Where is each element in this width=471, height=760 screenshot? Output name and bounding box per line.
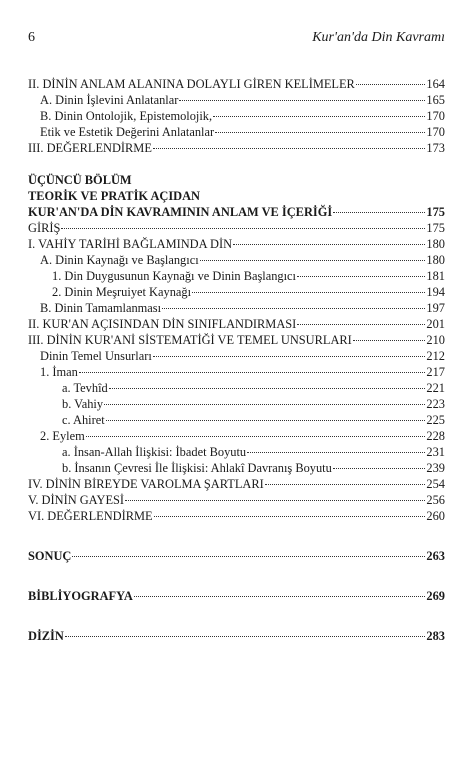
dot-leader bbox=[353, 340, 426, 341]
toc-entry bbox=[28, 508, 445, 524]
toc-entry-label: 2. Dinin Meşruiyet Kaynağı bbox=[52, 285, 192, 299]
toc-entry-label: KUR'AN'DA DİN KAVRAMININ ANLAM VE İÇERİĞİ bbox=[28, 205, 333, 219]
toc-entry bbox=[28, 492, 445, 508]
dot-leader bbox=[65, 636, 426, 637]
toc-entry-label: B. Dinin Ontolojik, Epistemolojik, bbox=[40, 109, 213, 123]
toc-entry-page: 256 bbox=[426, 493, 445, 507]
toc-entry-page: 212 bbox=[426, 349, 445, 363]
toc-entry-label: DİZİN bbox=[28, 629, 64, 643]
toc-entry-label: SONUÇ bbox=[28, 549, 72, 563]
toc-entry-page: 180 bbox=[426, 253, 445, 267]
toc-entry bbox=[28, 428, 445, 444]
dot-leader bbox=[61, 228, 425, 229]
toc-entry bbox=[28, 300, 445, 316]
dot-leader bbox=[265, 484, 426, 485]
toc-entry-label: A. Dinin Kaynağı ve Başlangıcı bbox=[40, 253, 199, 267]
toc-entry-page: 173 bbox=[426, 141, 445, 155]
toc-entry-page: 201 bbox=[426, 317, 445, 331]
toc-entry-page: 194 bbox=[426, 285, 445, 299]
toc-entry-label: BİBLİYOGRAFYA bbox=[28, 589, 133, 603]
toc-entry-label: III. DİNİN KUR'ANİ SİSTEMATİĞİ VE TEMEL UNSURLARI bbox=[28, 333, 352, 347]
dot-leader bbox=[200, 260, 426, 261]
toc-entry bbox=[28, 252, 445, 268]
page-header bbox=[28, 30, 445, 48]
dot-leader bbox=[356, 84, 426, 85]
dot-leader bbox=[104, 404, 425, 405]
dot-leader bbox=[247, 452, 425, 453]
toc-entry bbox=[28, 284, 445, 300]
toc-spacer bbox=[28, 564, 445, 588]
toc-entry bbox=[28, 348, 445, 364]
toc-entry bbox=[28, 124, 445, 140]
dot-leader bbox=[153, 356, 426, 357]
dot-leader bbox=[333, 468, 426, 469]
toc-entry-label: A. Dinin İşlevini Anlatanlar bbox=[40, 93, 179, 107]
toc-entry-label: Dinin Temel Unsurları bbox=[40, 349, 152, 363]
toc-entry bbox=[28, 588, 445, 604]
table-of-contents bbox=[28, 76, 445, 644]
toc-entry bbox=[28, 444, 445, 460]
page-number: 6 bbox=[28, 30, 35, 45]
toc-entry-page: 217 bbox=[426, 365, 445, 379]
section-heading: ÜÇÜNCÜ BÖLÜM bbox=[28, 173, 132, 187]
dot-leader bbox=[106, 420, 426, 421]
toc-entry-label: IV. DİNİN BİREYDE VAROLMA ŞARTLARI bbox=[28, 477, 264, 491]
toc-entry-label: VI. DEĞERLENDİRME bbox=[28, 509, 153, 523]
toc-entry-page: 260 bbox=[426, 509, 445, 523]
toc-entry-page: 228 bbox=[426, 429, 445, 443]
toc-entry bbox=[28, 76, 445, 92]
dot-leader bbox=[233, 244, 425, 245]
dot-leader bbox=[215, 132, 425, 133]
toc-entry-page: 283 bbox=[426, 629, 445, 643]
toc-entry bbox=[28, 316, 445, 332]
toc-entry-label: a. İnsan-Allah İlişkisi: İbadet Boyutu bbox=[62, 445, 247, 459]
toc-entry-label: III. DEĞERLENDİRME bbox=[28, 141, 152, 155]
dot-leader bbox=[72, 556, 425, 557]
dot-leader bbox=[162, 308, 425, 309]
toc-entry bbox=[28, 220, 445, 236]
dot-leader bbox=[192, 292, 425, 293]
toc-entry-label: V. DİNİN GAYESİ bbox=[28, 493, 125, 507]
toc-entry-page: 164 bbox=[426, 77, 445, 91]
toc-entry-page: 269 bbox=[426, 589, 445, 603]
toc-entry bbox=[28, 476, 445, 492]
toc-entry-label: II. DİNİN ANLAM ALANINA DOLAYLI GİREN KELİMELER bbox=[28, 77, 355, 91]
toc-entry-label: 2. Eylem bbox=[40, 429, 85, 443]
toc-entry-page: 165 bbox=[426, 93, 445, 107]
toc-entry bbox=[28, 268, 445, 284]
toc-entry-page: 223 bbox=[426, 397, 445, 411]
toc-entry bbox=[28, 412, 445, 428]
toc-entry bbox=[28, 204, 445, 220]
dot-leader bbox=[153, 148, 426, 149]
toc-entry-label: 1. Din Duygusunun Kaynağı ve Dinin Başlangıcı bbox=[52, 269, 296, 283]
toc-entry-page: 263 bbox=[426, 549, 445, 563]
dot-leader bbox=[134, 596, 426, 597]
toc-entry bbox=[28, 628, 445, 644]
toc-entry-page: 180 bbox=[426, 237, 445, 251]
toc-entry-page: 170 bbox=[426, 125, 445, 139]
toc-entry-page: 197 bbox=[426, 301, 445, 315]
toc-entry bbox=[28, 396, 445, 412]
toc-entry-page: 239 bbox=[426, 461, 445, 475]
toc-entry bbox=[28, 108, 445, 124]
toc-entry bbox=[28, 460, 445, 476]
toc-entry-page: 221 bbox=[426, 381, 445, 395]
toc-entry bbox=[28, 140, 445, 156]
toc-entry-label: GİRİŞ bbox=[28, 221, 61, 235]
toc-entry bbox=[28, 548, 445, 564]
toc-entry bbox=[28, 364, 445, 380]
toc-entry-label: II. KUR'AN AÇISINDAN DİN SINIFLANDIRMASI bbox=[28, 317, 297, 331]
toc-entry-page: 254 bbox=[426, 477, 445, 491]
toc-entry-label: b. İnsanın Çevresi İle İlişkisi: Ahlakî Davranış Boyutu bbox=[62, 461, 332, 475]
toc-entry-page: 175 bbox=[426, 221, 445, 235]
toc-spacer bbox=[28, 524, 445, 548]
dot-leader bbox=[86, 436, 426, 437]
toc-entry-label: b. Vahiy bbox=[62, 397, 104, 411]
toc-entry bbox=[28, 92, 445, 108]
toc-entry-label: 1. İman bbox=[40, 365, 78, 379]
dot-leader bbox=[297, 324, 425, 325]
toc-entry-page: 175 bbox=[426, 205, 445, 219]
toc-entry-page: 210 bbox=[426, 333, 445, 347]
toc-entry bbox=[28, 332, 445, 348]
running-title: Kur'an'da Din Kavramı bbox=[312, 30, 445, 45]
toc-entry-label: Etik ve Estetik Değerini Anlatanlar bbox=[40, 125, 215, 139]
toc-entry-page: 231 bbox=[426, 445, 445, 459]
toc-entry-label: a. Tevhîd bbox=[62, 381, 108, 395]
dot-leader bbox=[297, 276, 425, 277]
dot-leader bbox=[333, 212, 425, 213]
toc-entry-page: 181 bbox=[426, 269, 445, 283]
toc-entry-label: I. VAHİY TARİHİ BAĞLAMINDA DİN bbox=[28, 237, 233, 251]
dot-leader bbox=[179, 100, 425, 101]
toc-spacer bbox=[28, 604, 445, 628]
section-heading: TEORİK VE PRATİK AÇIDAN bbox=[28, 189, 201, 203]
dot-leader bbox=[154, 516, 426, 517]
toc-entry-label: c. Ahiret bbox=[62, 413, 105, 427]
toc-entry bbox=[28, 380, 445, 396]
dot-leader bbox=[125, 500, 425, 501]
toc-spacer bbox=[28, 156, 445, 172]
dot-leader bbox=[213, 116, 425, 117]
dot-leader bbox=[109, 388, 426, 389]
dot-leader bbox=[79, 372, 426, 373]
toc-entry bbox=[28, 236, 445, 252]
toc-entry-page: 225 bbox=[426, 413, 445, 427]
toc-entry-page: 170 bbox=[426, 109, 445, 123]
toc-entry-label: B. Dinin Tamamlanması bbox=[40, 301, 162, 315]
